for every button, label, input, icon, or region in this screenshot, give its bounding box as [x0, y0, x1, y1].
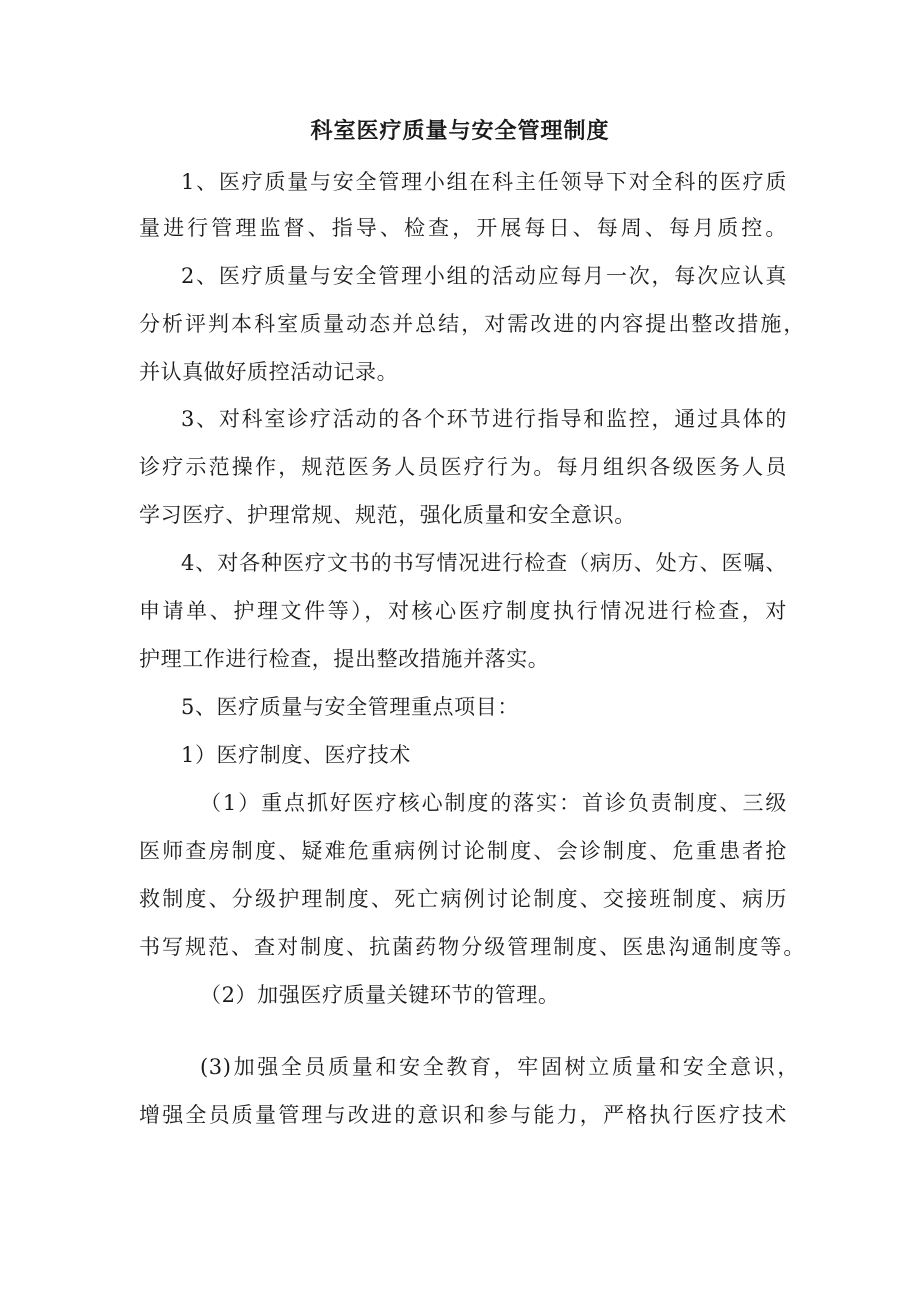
text-line: 并认真做好质控活动记录。: [139, 360, 399, 384]
text-line: 申请单、护理文件等），对核心医疗制度执行情况进行检查，对: [139, 599, 787, 623]
text-line: 医师查房制度、疑难危重病例讨论制度、会诊制度、危重患者抢: [139, 839, 787, 863]
text-line: (3)加强全员质量和安全教育，牢固树立质量和安全意识，: [200, 1055, 799, 1079]
text-line: 5、医疗质量与安全管理重点项目：: [181, 695, 519, 719]
text-line: 学习医疗、护理常规、规范，强化质量和安全意识。: [139, 503, 636, 527]
text-line: 诊疗示范操作，规范医务人员医疗行为。每月组织各级医务人员: [139, 455, 787, 479]
text-line: 1、医疗质量与安全管理小组在科主任领导下对全科的医疗质: [181, 170, 787, 194]
text-line: 增强全员质量管理与改进的意识和参与能力，严格执行医疗技术: [139, 1103, 787, 1127]
text-line: 量进行管理监督、指导、检查，开展每日、每周、每月质控。: [139, 216, 787, 240]
text-line: 分析评判本科室质量动态并总结，对需改进的内容提出整改措施，: [139, 312, 805, 336]
text-line: （1）重点抓好医疗核心制度的落实：首诊负责制度、三级: [200, 791, 787, 815]
document-title: 科室医疗质量与安全管理制度: [310, 118, 610, 144]
text-line: 2、医疗质量与安全管理小组的活动应每月一次，每次应认真: [181, 264, 787, 288]
text-line: 救制度、分级护理制度、死亡病例讨论制度、交接班制度、病历: [139, 887, 787, 911]
text-line: 1）医疗制度、医疗技术: [181, 743, 411, 767]
text-line: 3、对科室诊疗活动的各个环节进行指导和监控，通过具体的: [181, 407, 787, 431]
text-line: 护理工作进行检查，提出整改措施并落实。: [139, 647, 550, 671]
text-line: （2）加强医疗质量关键环节的管理。: [200, 983, 560, 1007]
text-line: 4、对各种医疗文书的书写情况进行检查（病历、处方、医嘱、: [181, 551, 787, 575]
text-line: 书写规范、查对制度、抗菌药物分级管理制度、医患沟通制度等。: [139, 935, 805, 959]
